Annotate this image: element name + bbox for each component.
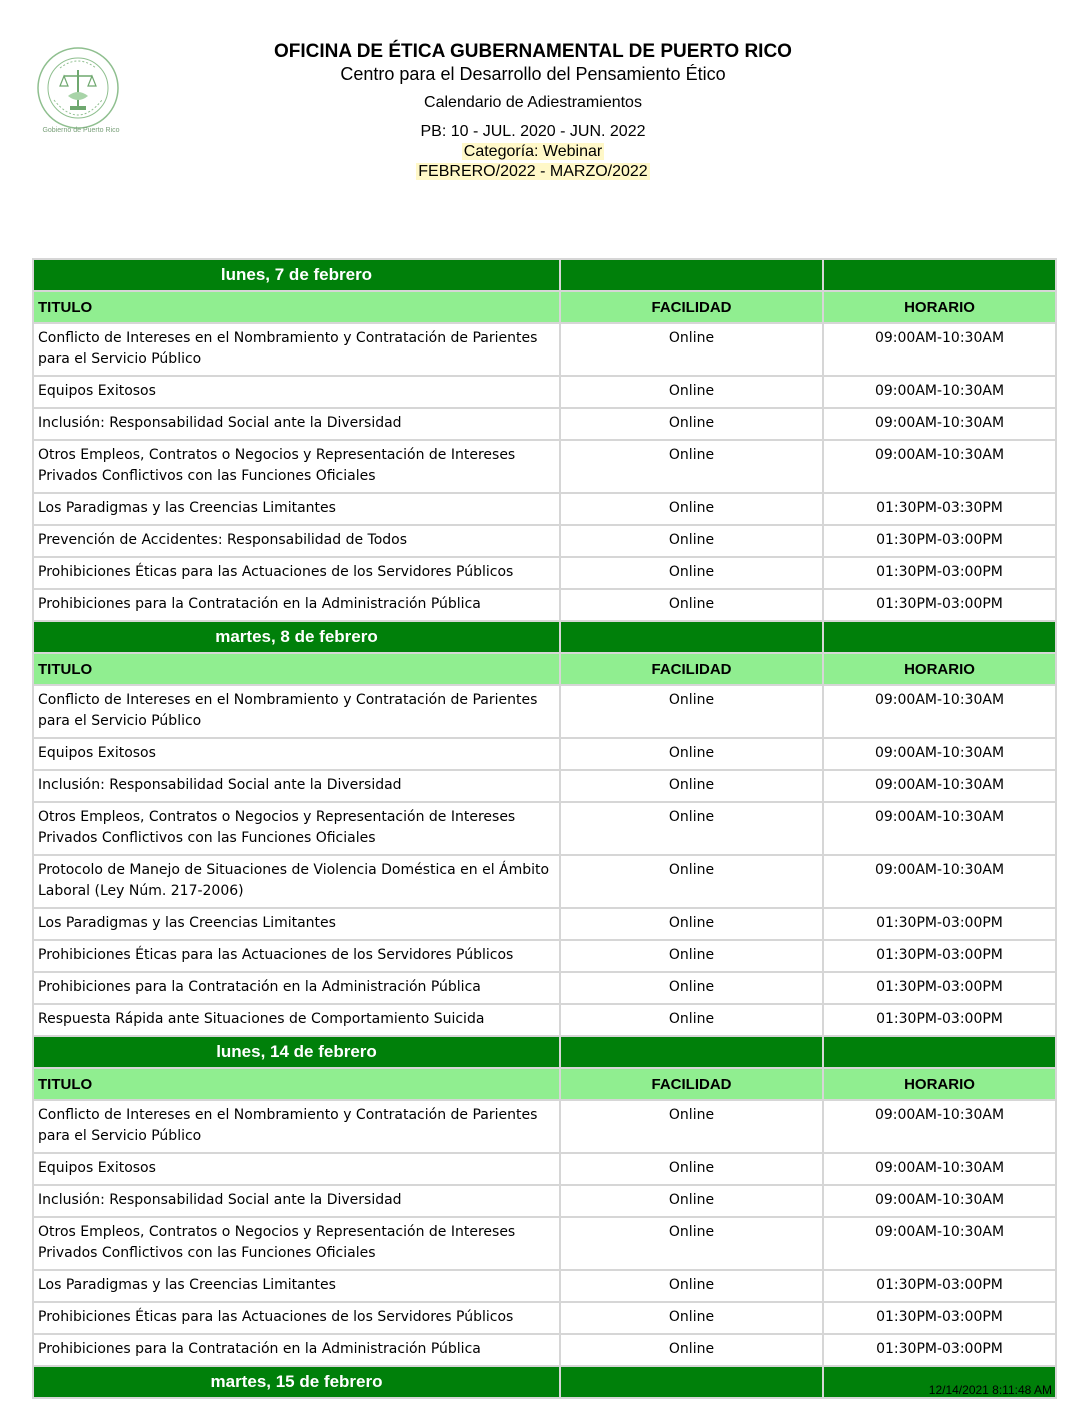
table-row xyxy=(33,770,1056,802)
course-facility: Online xyxy=(560,323,823,376)
course-facility: Online xyxy=(560,972,823,1004)
course-facility: Online xyxy=(560,855,823,908)
course-facility: Online xyxy=(560,1270,823,1302)
course-schedule: 09:00AM-10:30AM xyxy=(823,802,1056,855)
table-row xyxy=(33,738,1056,770)
course-facility: Online xyxy=(560,408,823,440)
training-schedule-table xyxy=(32,258,1057,1399)
course-schedule: 09:00AM-10:30AM xyxy=(823,1100,1056,1153)
course-facility: Online xyxy=(560,1334,823,1366)
table-row xyxy=(33,589,1056,621)
course-schedule: 01:30PM-03:00PM xyxy=(823,908,1056,940)
course-schedule: 01:30PM-03:00PM xyxy=(823,940,1056,972)
course-facility: Online xyxy=(560,525,823,557)
date-row-spacer xyxy=(560,1036,823,1068)
course-title: Equipos Exitosos xyxy=(33,376,560,408)
course-schedule: 01:30PM-03:00PM xyxy=(823,525,1056,557)
page-title: OFICINA DE ÉTICA GUBERNAMENTAL DE PUERTO RICO xyxy=(274,41,792,62)
course-title: Prohibiciones para la Contratación en la Administración Pública xyxy=(33,589,560,621)
course-schedule: 09:00AM-10:30AM xyxy=(823,376,1056,408)
column-header-facilidad: FACILIDAD xyxy=(560,653,823,685)
course-facility: Online xyxy=(560,557,823,589)
course-schedule: 09:00AM-10:30AM xyxy=(823,440,1056,493)
column-header-titulo: TITULO xyxy=(33,653,560,685)
course-title: Protocolo de Manejo de Situaciones de Violencia Doméstica en el Ámbito Laboral (Ley Núm. 217-2006) xyxy=(33,855,560,908)
course-title: Los Paradigmas y las Creencias Limitantes xyxy=(33,493,560,525)
course-facility: Online xyxy=(560,802,823,855)
course-title: Conflicto de Intereses en el Nombramiento y Contratación de Parientes para el Servicio Público xyxy=(33,323,560,376)
table-row xyxy=(33,1004,1056,1036)
course-facility: Online xyxy=(560,1302,823,1334)
course-title: Conflicto de Intereses en el Nombramiento y Contratación de Parientes para el Servicio Público xyxy=(33,685,560,738)
calendar-title: Calendario de Adiestramientos xyxy=(424,94,642,111)
course-schedule: 01:30PM-03:00PM xyxy=(823,1004,1056,1036)
column-header-facilidad: FACILIDAD xyxy=(560,291,823,323)
table-row xyxy=(33,557,1056,589)
course-title: Otros Empleos, Contratos o Negocios y Representación de Intereses Privados Conflictivos con las Funciones Oficiales xyxy=(33,1217,560,1270)
course-facility: Online xyxy=(560,440,823,493)
table-row xyxy=(33,908,1056,940)
course-title: Prohibiciones para la Contratación en la Administración Pública xyxy=(33,972,560,1004)
table-row xyxy=(33,493,1056,525)
date-row xyxy=(33,621,1056,653)
course-schedule: 09:00AM-10:30AM xyxy=(823,685,1056,738)
course-title: Los Paradigmas y las Creencias Limitantes xyxy=(33,1270,560,1302)
column-header-row xyxy=(33,653,1056,685)
table-row xyxy=(33,1334,1056,1366)
seal-caption: Gobierno de Puerto Rico xyxy=(42,127,120,134)
course-facility: Online xyxy=(560,1004,823,1036)
course-schedule: 09:00AM-10:30AM xyxy=(823,1153,1056,1185)
course-facility: Online xyxy=(560,1217,823,1270)
column-header-titulo: TITULO xyxy=(33,1068,560,1100)
ogepr-seal-logo xyxy=(30,44,126,140)
course-title: Inclusión: Responsabilidad Social ante la Diversidad xyxy=(33,770,560,802)
table-row xyxy=(33,972,1056,1004)
section-date: lunes, 7 de febrero xyxy=(33,259,560,291)
course-schedule: 09:00AM-10:30AM xyxy=(823,1217,1056,1270)
course-schedule: 09:00AM-10:30AM xyxy=(823,408,1056,440)
course-title: Los Paradigmas y las Creencias Limitantes xyxy=(33,908,560,940)
course-schedule: 01:30PM-03:00PM xyxy=(823,972,1056,1004)
course-title: Equipos Exitosos xyxy=(33,738,560,770)
course-schedule: 09:00AM-10:30AM xyxy=(823,738,1056,770)
course-facility: Online xyxy=(560,770,823,802)
table-row xyxy=(33,1153,1056,1185)
course-title: Otros Empleos, Contratos o Negocios y Representación de Intereses Privados Conflictivos con las Funciones Oficiales xyxy=(33,802,560,855)
course-schedule: 09:00AM-10:30AM xyxy=(823,1185,1056,1217)
course-schedule: 01:30PM-03:30PM xyxy=(823,493,1056,525)
course-title: Inclusión: Responsabilidad Social ante la Diversidad xyxy=(33,1185,560,1217)
course-facility: Online xyxy=(560,1185,823,1217)
date-row xyxy=(33,259,1056,291)
course-facility: Online xyxy=(560,685,823,738)
table-row xyxy=(33,940,1056,972)
pb-period: PB: 10 - JUL. 2020 - JUN. 2022 xyxy=(420,123,646,140)
date-row-spacer xyxy=(823,1036,1056,1068)
table-row xyxy=(33,685,1056,738)
section-date: martes, 8 de febrero xyxy=(33,621,560,653)
course-facility: Online xyxy=(560,940,823,972)
column-header-row xyxy=(33,291,1056,323)
course-facility: Online xyxy=(560,738,823,770)
table-row xyxy=(33,323,1056,376)
course-schedule: 01:30PM-03:00PM xyxy=(823,1302,1056,1334)
date-row xyxy=(33,1036,1056,1068)
course-schedule: 09:00AM-10:30AM xyxy=(823,855,1056,908)
date-row-spacer xyxy=(823,259,1056,291)
table-row xyxy=(33,1185,1056,1217)
table-row xyxy=(33,802,1056,855)
date-row xyxy=(33,1366,1056,1398)
table-row xyxy=(33,1302,1056,1334)
course-title: Prevención de Accidentes: Responsabilidad de Todos xyxy=(33,525,560,557)
table-row xyxy=(33,855,1056,908)
course-schedule: 09:00AM-10:30AM xyxy=(823,770,1056,802)
course-title: Inclusión: Responsabilidad Social ante la Diversidad xyxy=(33,408,560,440)
table-row xyxy=(33,1270,1056,1302)
section-date: lunes, 14 de febrero xyxy=(33,1036,560,1068)
table-row xyxy=(33,408,1056,440)
course-title: Prohibiciones Éticas para las Actuaciones de los Servidores Públicos xyxy=(33,1302,560,1334)
course-facility: Online xyxy=(560,1153,823,1185)
course-facility: Online xyxy=(560,589,823,621)
course-schedule: 09:00AM-10:30AM xyxy=(823,323,1056,376)
table-row xyxy=(33,440,1056,493)
course-facility: Online xyxy=(560,376,823,408)
course-facility: Online xyxy=(560,1100,823,1153)
column-header-facilidad: FACILIDAD xyxy=(560,1068,823,1100)
course-title: Prohibiciones para la Contratación en la Administración Pública xyxy=(33,1334,560,1366)
column-header-row xyxy=(33,1068,1056,1100)
course-title: Otros Empleos, Contratos o Negocios y Representación de Intereses Privados Conflictivos con las Funciones Oficiales xyxy=(33,440,560,493)
course-title: Prohibiciones Éticas para las Actuaciones de los Servidores Públicos xyxy=(33,940,560,972)
course-facility: Online xyxy=(560,908,823,940)
table-row xyxy=(33,525,1056,557)
course-title: Respuesta Rápida ante Situaciones de Comportamiento Suicida xyxy=(33,1004,560,1036)
table-row xyxy=(33,376,1056,408)
date-range: FEBRERO/2022 - MARZO/2022 xyxy=(418,163,648,180)
column-header-horario: HORARIO xyxy=(823,291,1056,323)
column-header-horario: HORARIO xyxy=(823,1068,1056,1100)
course-title: Conflicto de Intereses en el Nombramiento y Contratación de Parientes para el Servicio Público xyxy=(33,1100,560,1153)
date-row-spacer xyxy=(560,621,823,653)
date-row-spacer xyxy=(560,1366,823,1398)
table-row xyxy=(33,1217,1056,1270)
course-title: Prohibiciones Éticas para las Actuaciones de los Servidores Públicos xyxy=(33,557,560,589)
course-schedule: 01:30PM-03:00PM xyxy=(823,589,1056,621)
category-label: Categoría: Webinar xyxy=(463,143,603,160)
course-schedule: 01:30PM-03:00PM xyxy=(823,557,1056,589)
section-date: martes, 15 de febrero xyxy=(33,1366,560,1398)
table-row xyxy=(33,1100,1056,1153)
print-timestamp: 12/14/2021 8:11:48 AM xyxy=(928,1383,1052,1397)
page-subtitle: Centro para el Desarrollo del Pensamiento Ético xyxy=(340,64,726,84)
course-schedule: 01:30PM-03:00PM xyxy=(823,1270,1056,1302)
date-row-spacer xyxy=(560,259,823,291)
column-header-horario: HORARIO xyxy=(823,653,1056,685)
column-header-titulo: TITULO xyxy=(33,291,560,323)
date-row-spacer xyxy=(823,621,1056,653)
course-title: Equipos Exitosos xyxy=(33,1153,560,1185)
course-facility: Online xyxy=(560,493,823,525)
course-schedule: 01:30PM-03:00PM xyxy=(823,1334,1056,1366)
